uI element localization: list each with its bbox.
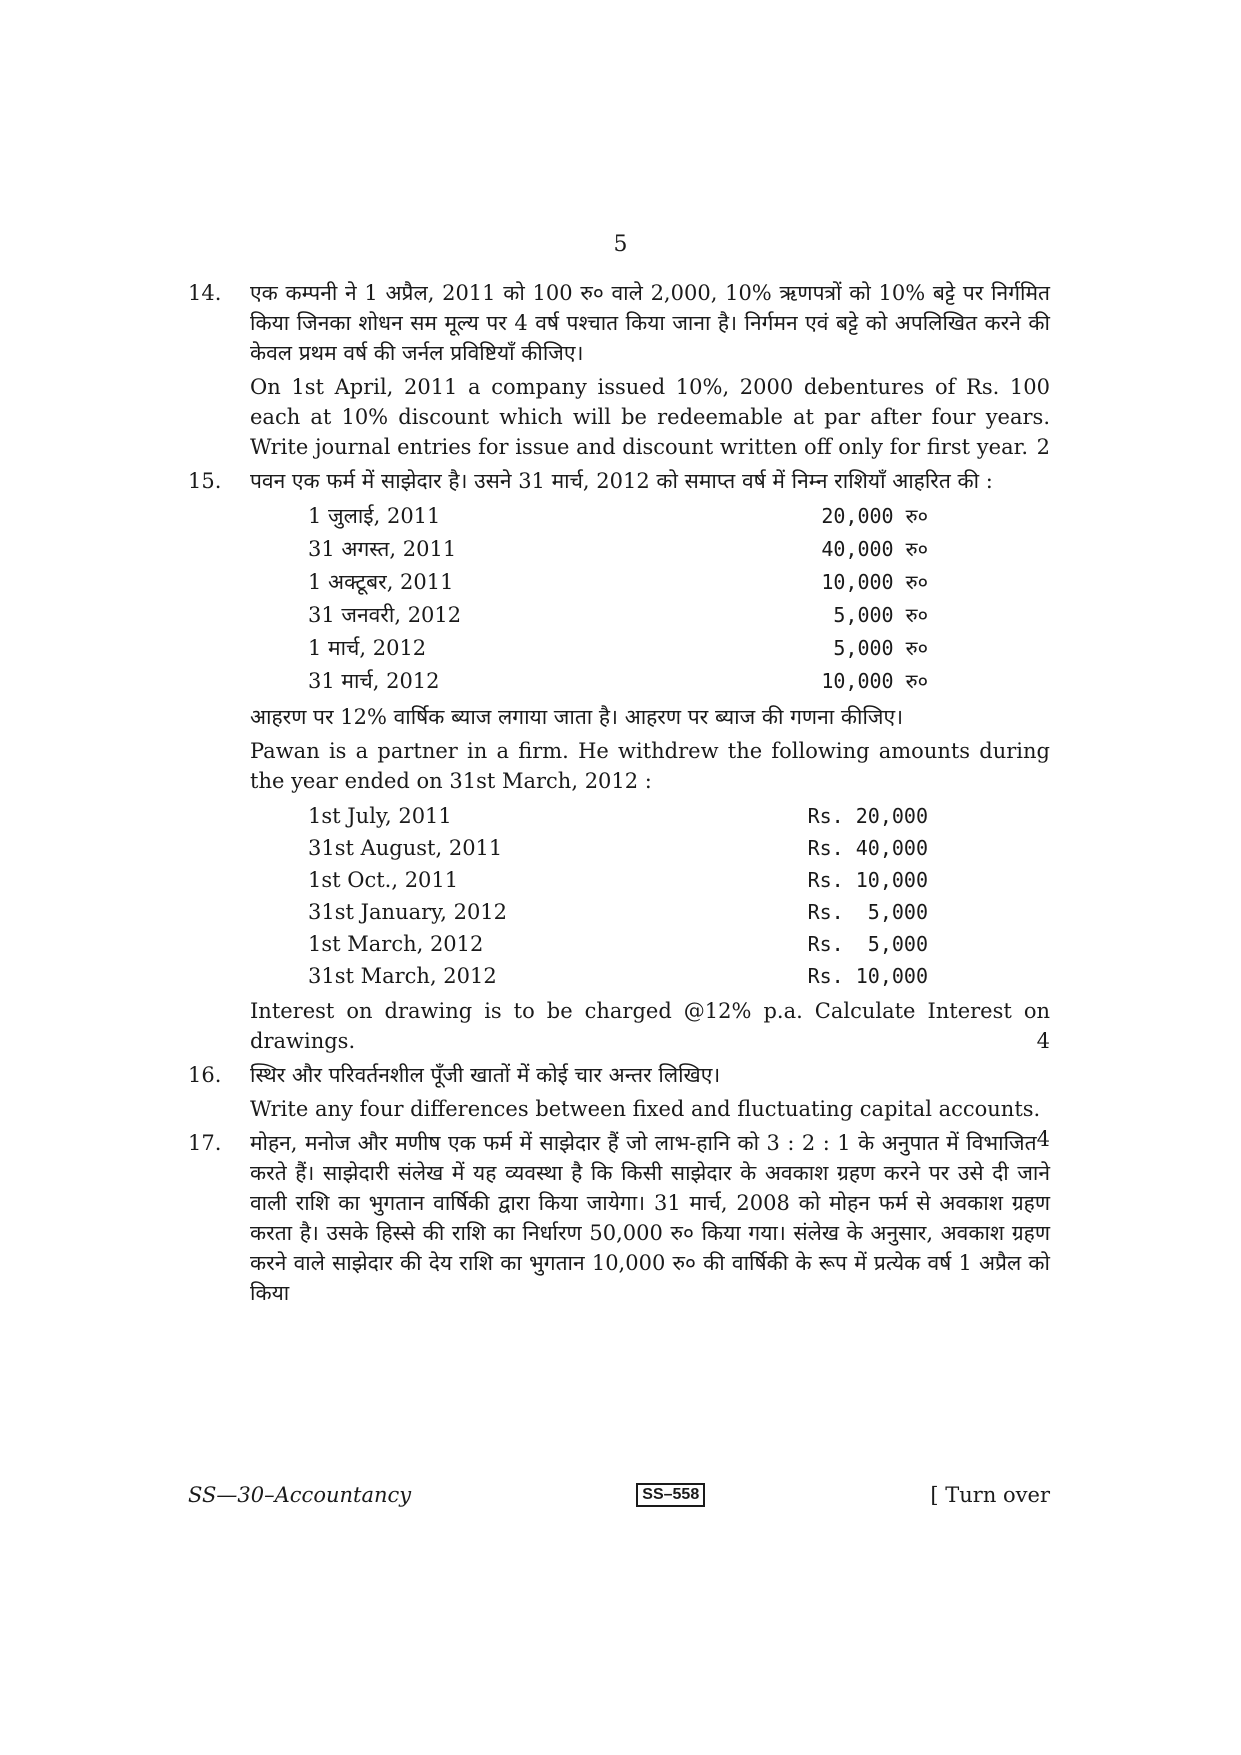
drawing-amount: Rs. 10,000 bbox=[807, 964, 928, 988]
drawing-amount: Rs. 5,000 bbox=[807, 900, 928, 924]
question-number: 16. bbox=[188, 1063, 222, 1087]
marks: 2 bbox=[1036, 435, 1050, 459]
question-english-text: On 1st April, 2011 a company issued 10%, 2000 debentures of Rs. 100 each at 10% discount which will be redeemable at par after four years. Write journal entries for issue and discount written off only for first year. 2 bbox=[250, 372, 1050, 462]
page-footer bbox=[188, 1483, 1050, 1507]
question-english-instruction: Interest on drawing is to be charged @12% p.a. Calculate Interest on drawings. 4 bbox=[250, 996, 1050, 1056]
list-item bbox=[308, 864, 928, 896]
question-hindi-text: स्थिर और परिवर्तनशील पूँजी खातों में कोई चार अन्तर लिखिए। bbox=[250, 1063, 721, 1087]
question-hindi-text: मोहन, मनोज और मणीष एक फर्म में साझेदार हैं जो लाभ-हानि को 3 : 2 : 1 के अनुपात में विभाजित करते हैं। साझेदारी संलेख में यह व्यवस्था है कि किसी साझेदार के अवकाश ग्रहण करने पर उसे दी जाने वाली राशि का भुगतान वार्षिकी द्वारा किया जायेगा। 31 मार्च, 2008 को मोहन फर्म से अवकाश ग्रहण करता है। उसके हिस्से की राशि का निर्धारण 50,000 रु० किया गया। संलेख के अनुसार, अवकाश ग्रहण करने वाले साझेदार की देय राशि का भुगतान 10,000 रु० की वार्षिकी के रूप में प्रत्येक वर्ष 1 अप्रैल को किया bbox=[250, 1131, 1050, 1305]
question-15 bbox=[188, 466, 1050, 1056]
drawing-date: 31st March, 2012 bbox=[308, 964, 497, 988]
drawing-amount: 10,000 रु० bbox=[821, 669, 928, 693]
question-14 bbox=[188, 278, 1050, 462]
drawings-list-hindi bbox=[308, 500, 928, 698]
list-item bbox=[308, 665, 928, 698]
question-number: 17. bbox=[188, 1131, 222, 1155]
question-english-text: Write any four differences between fixed and fluctuating capital accounts. 4 bbox=[250, 1094, 1050, 1124]
question-hindi-text: एक कम्पनी ने 1 अप्रैल, 2011 को 100 रु० वाले 2,000, 10% ऋणपत्रों को 10% बट्टे पर निर्गमित किया जिनका शोधन सम मूल्य पर 4 वर्ष पश्चात किया जाना है। निर्गमन एवं बट्टे को अपलिखित करने की केवल प्रथम वर्ष की जर्नल प्रविष्टियाँ कीजिए। bbox=[250, 281, 1050, 365]
drawing-amount: 20,000 रु० bbox=[821, 504, 928, 528]
list-item bbox=[308, 533, 928, 566]
page-number: 5 bbox=[613, 232, 628, 257]
drawing-date: 1 अक्टूबर, 2011 bbox=[308, 570, 454, 594]
list-item bbox=[308, 566, 928, 599]
list-item bbox=[308, 500, 928, 533]
drawing-date: 31 जनवरी, 2012 bbox=[308, 603, 462, 627]
drawing-amount: Rs. 40,000 bbox=[807, 836, 928, 860]
drawing-amount: Rs. 20,000 bbox=[807, 804, 928, 828]
drawing-date: 31 अगस्त, 2011 bbox=[308, 537, 457, 561]
list-item bbox=[308, 599, 928, 632]
drawing-date: 1 मार्च, 2012 bbox=[308, 636, 427, 660]
drawing-date: 1st July, 2011 bbox=[308, 804, 452, 828]
question-17 bbox=[188, 1128, 1050, 1308]
drawing-date: 31 मार्च, 2012 bbox=[308, 669, 440, 693]
question-english-text: Pawan is a partner in a firm. He withdrew the following amounts during the year ended on 31st March, 2012 : bbox=[250, 739, 1050, 793]
list-item bbox=[308, 960, 928, 992]
list-item bbox=[308, 800, 928, 832]
drawing-date: 31st August, 2011 bbox=[308, 836, 503, 860]
drawing-date: 1st Oct., 2011 bbox=[308, 868, 459, 892]
drawing-amount: 10,000 रु० bbox=[821, 570, 928, 594]
drawing-date: 1st March, 2012 bbox=[308, 932, 484, 956]
drawings-list-english bbox=[308, 800, 928, 992]
marks: 4 bbox=[1036, 1029, 1050, 1053]
question-number: 15. bbox=[188, 469, 222, 493]
drawing-amount: 5,000 रु० bbox=[821, 603, 928, 627]
drawing-amount: 40,000 रु० bbox=[821, 537, 928, 561]
question-list bbox=[188, 278, 1050, 1312]
turn-over-note: [ Turn over bbox=[930, 1483, 1050, 1507]
list-item bbox=[308, 928, 928, 960]
drawing-amount: Rs. 5,000 bbox=[807, 932, 928, 956]
footer-subject: SS—30–Accountancy bbox=[188, 1483, 412, 1507]
list-item bbox=[308, 896, 928, 928]
question-number: 14. bbox=[188, 281, 222, 305]
paper-code-box: SS–558 bbox=[636, 1483, 705, 1507]
marks: 4 bbox=[1036, 1127, 1050, 1151]
drawing-amount: Rs. 10,000 bbox=[807, 868, 928, 892]
drawing-date: 31st January, 2012 bbox=[308, 900, 508, 924]
question-hindi-instruction: आहरण पर 12% वार्षिक ब्याज लगाया जाता है। आहरण पर ब्याज की गणना कीजिए। bbox=[250, 705, 904, 729]
drawing-date: 1 जुलाई, 2011 bbox=[308, 504, 441, 528]
question-hindi-text: पवन एक फर्म में साझेदार है। उसने 31 मार्च, 2012 को समाप्त वर्ष में निम्न राशियाँ आहरित की : bbox=[250, 469, 993, 493]
list-item bbox=[308, 832, 928, 864]
drawing-amount: 5,000 रु० bbox=[821, 636, 928, 660]
list-item bbox=[308, 632, 928, 665]
